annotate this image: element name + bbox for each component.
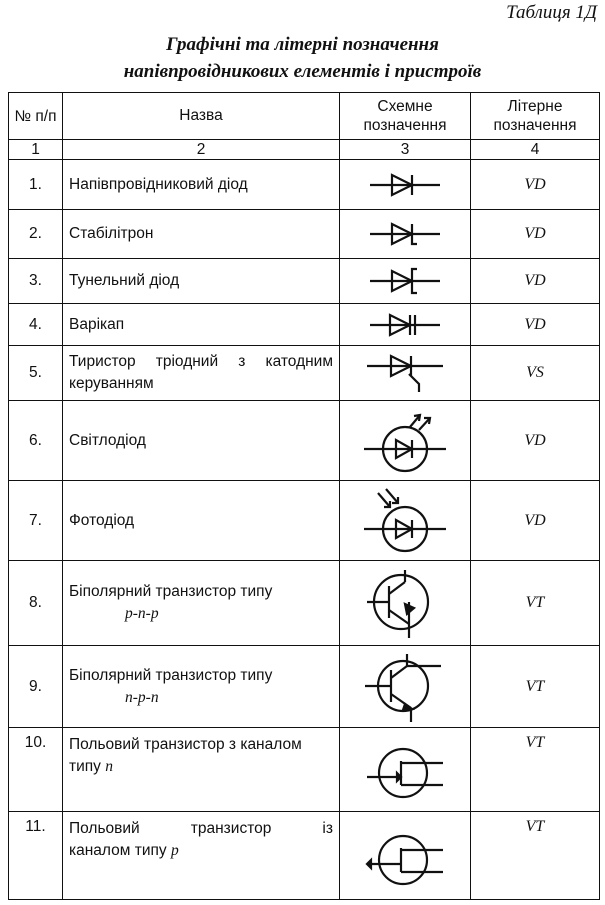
- colnum-4: 4: [471, 140, 600, 160]
- row-name-line1: Біполярний транзистор типу: [69, 583, 273, 600]
- row-name-line2: каналом типу p: [69, 842, 179, 859]
- row-num: 11.: [9, 812, 63, 900]
- row-name-line2: p-n-p: [125, 605, 159, 622]
- table-row: [9, 481, 600, 561]
- diode-icon: [340, 160, 471, 210]
- row-name: Тиристор тріодний з катодним керуванням: [63, 346, 340, 401]
- varicap-icon: [340, 304, 471, 346]
- row-letter: VT: [471, 812, 600, 900]
- table-row: [9, 646, 600, 728]
- led-icon: [340, 401, 471, 481]
- colnum-3: 3: [340, 140, 471, 160]
- thyristor-icon: [340, 346, 471, 401]
- row-num: 2.: [9, 210, 63, 259]
- row-name-line2: типу n: [69, 758, 113, 775]
- page-title-line2: напівпровідникових елементів і пристроїв: [123, 61, 482, 82]
- table-tag: Таблиця 1Д: [506, 2, 597, 23]
- colnum-2: 2: [63, 140, 340, 160]
- row-letter: VS: [471, 346, 600, 401]
- row-letter: VT: [471, 646, 600, 728]
- table-row: [9, 812, 600, 900]
- page-title-line1: Графічні та літерні позначення: [166, 34, 439, 55]
- row-name-line1: Біполярний транзистор типу: [69, 666, 273, 684]
- header-row: [9, 93, 600, 140]
- row-num: 6.: [9, 401, 63, 481]
- header-letter: Літерне позначення: [471, 93, 600, 140]
- npn-transistor-icon: [340, 646, 471, 728]
- header-num: № п/п: [9, 93, 63, 140]
- row-letter: VD: [471, 160, 600, 210]
- column-number-row: [9, 140, 600, 160]
- pnp-transistor-icon: [340, 561, 471, 646]
- row-name: [63, 561, 340, 646]
- row-letter: VT: [471, 728, 600, 812]
- header-symbol: Схемне позначення: [340, 93, 471, 140]
- row-name: Світлодіод: [63, 401, 340, 481]
- row-letter: VD: [471, 259, 600, 304]
- table-row: [9, 304, 600, 346]
- row-letter: VD: [471, 304, 600, 346]
- photodiode-icon: [340, 481, 471, 561]
- row-name: [63, 728, 340, 812]
- colnum-1: 1: [9, 140, 63, 160]
- header-name: Назва: [63, 93, 340, 140]
- row-num: 7.: [9, 481, 63, 561]
- row-name: Варікап: [63, 304, 340, 346]
- row-name-line1: Польовий транзистор із: [69, 820, 333, 837]
- table-row: [9, 210, 600, 259]
- table-row: [9, 346, 600, 401]
- row-num: 3.: [9, 259, 63, 304]
- table-row: [9, 561, 600, 646]
- row-name: [63, 646, 340, 728]
- table-row: [9, 160, 600, 210]
- table-row: [9, 259, 600, 304]
- row-num: 9.: [9, 646, 63, 728]
- row-num: 5.: [9, 346, 63, 401]
- row-name: Стабілітрон: [63, 210, 340, 259]
- row-name: Напівпровідниковий діод: [63, 160, 340, 210]
- table-row: [9, 401, 600, 481]
- row-num: 4.: [9, 304, 63, 346]
- row-num: 8.: [9, 561, 63, 646]
- fet-p-channel-icon: [340, 812, 471, 900]
- row-num: 1.: [9, 160, 63, 210]
- row-letter: VD: [471, 401, 600, 481]
- row-letter: VD: [471, 210, 600, 259]
- zener-diode-icon: [340, 210, 471, 259]
- table-row: [9, 728, 600, 812]
- row-letter: VD: [471, 481, 600, 561]
- tunnel-diode-icon: [340, 259, 471, 304]
- symbols-table: [8, 92, 600, 900]
- row-name-line2: n-p-n: [125, 688, 159, 706]
- row-name: Тунельний діод: [63, 259, 340, 304]
- row-name: Фотодіод: [63, 481, 340, 561]
- row-letter: VT: [471, 561, 600, 646]
- row-name: [63, 812, 340, 900]
- row-num: 10.: [9, 728, 63, 812]
- row-name-line1: Польовий транзистор з каналом: [69, 736, 302, 753]
- fet-n-channel-icon: [340, 728, 471, 812]
